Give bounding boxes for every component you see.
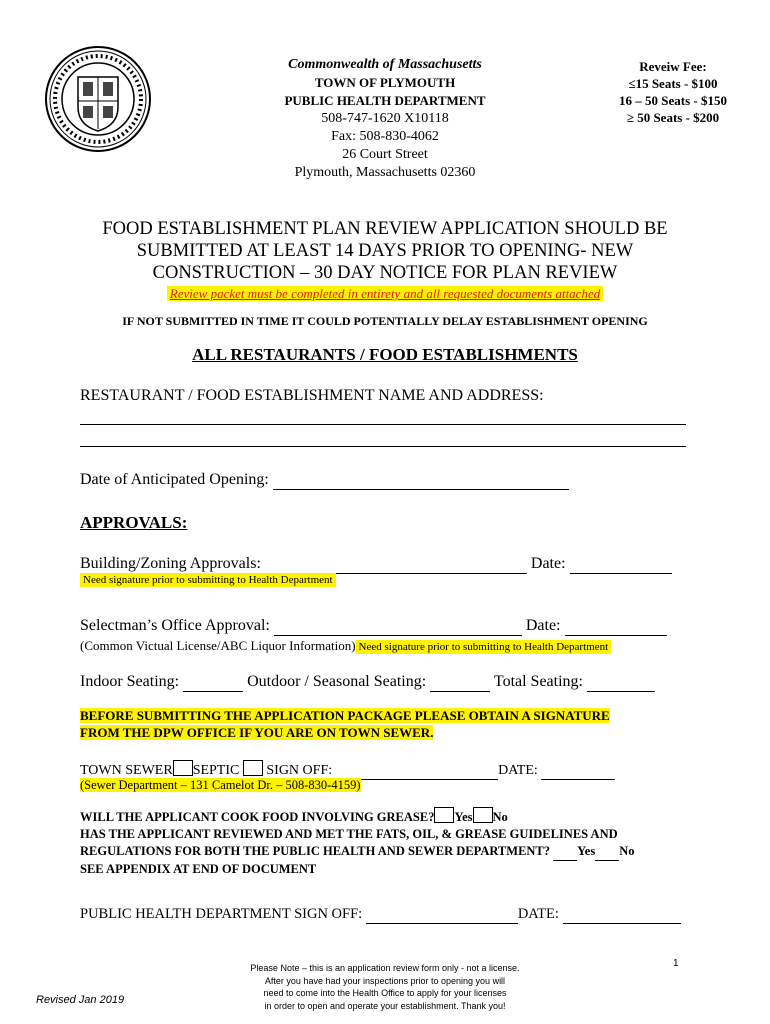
city: Plymouth, Massachusetts 02360 (294, 165, 476, 180)
sewer-row (80, 760, 615, 780)
title-line2: SUBMITTED AT LEAST 14 DAYS PRIOR TO OPENING- NEW (136, 241, 634, 261)
outdoor-label: Outdoor / Seasonal Seating: (247, 673, 427, 690)
notice (0, 286, 770, 302)
fax: Fax: 508-830-4062 (331, 129, 439, 144)
sewer-date-label: DATE: (498, 763, 538, 778)
fog-line2: REGULATIONS FOR BOTH THE PUBLIC HEALTH AND SEWER DEPARTMENT? (80, 844, 551, 858)
selectman-row (80, 617, 667, 636)
fog-yes-label: Yes (577, 844, 596, 858)
footer-note-line2: After you have had your inspections prior to opening you will (264, 975, 506, 986)
total-seating-field[interactable] (587, 673, 655, 692)
footer-note-line4: in order to open and operate your establishment. Thank you! (264, 1000, 506, 1011)
town-sewer-label: TOWN SEWER (80, 763, 173, 778)
sewer-dept-info: (Sewer Department – 131 Camelot Dr. – 508-830-4159) (80, 778, 361, 792)
ph-signoff-row (80, 906, 681, 924)
revised-date: Revised Jan 2019 (36, 994, 125, 1006)
town-seal (44, 45, 152, 153)
grease-no-checkbox[interactable] (473, 807, 493, 823)
review-fee-box (598, 58, 748, 126)
footer-note-line3: need to come into the Health Office to apply for your licenses (263, 988, 507, 998)
notice-text: Review packet must be completed in entirety and all requested documents attached (167, 286, 603, 301)
grease-yes-checkbox[interactable] (434, 807, 454, 823)
town-sewer-checkbox[interactable] (173, 760, 193, 776)
opening-row (80, 471, 569, 490)
fog-no-label: No (619, 844, 635, 858)
fog-yes-field[interactable] (553, 843, 577, 861)
total-label: Total Seating: (493, 673, 583, 690)
indoor-label: Indoor Seating: (80, 673, 180, 690)
org-line3: PUBLIC HEALTH DEPARTMENT (284, 93, 486, 108)
fee-tier2: 16 – 50 Seats - $150 (619, 93, 727, 108)
name-address-line1[interactable] (80, 424, 686, 425)
section-title: ALL RESTAURANTS / FOOD ESTABLISHMENTS (192, 345, 578, 364)
document-title (70, 218, 700, 284)
approvals-heading: APPROVALS: (80, 513, 188, 532)
ph-date-field[interactable] (563, 906, 681, 924)
grease-yes-label: Yes (454, 810, 473, 824)
sewer-date-field[interactable] (541, 763, 615, 780)
fog-row (80, 843, 635, 861)
title-line1: FOOD ESTABLISHMENT PLAN REVIEW APPLICATION SHOULD BE (102, 219, 668, 239)
common-victual-row (80, 638, 611, 654)
grease-section (80, 807, 635, 878)
street: 26 Court Street (342, 147, 428, 162)
fee-tier1: ≤15 Seats - $100 (628, 76, 718, 91)
outdoor-seating-field[interactable] (430, 673, 490, 692)
fee-title: Reveiw Fee: (639, 59, 707, 74)
page-number: 1 (673, 958, 679, 969)
building-date-field[interactable] (570, 555, 672, 574)
common-victual-text: (Common Victual License/ABC Liquor Information) (80, 638, 356, 653)
septic-label: SEPTIC (192, 763, 240, 778)
title-line3: CONSTRUCTION – 30 DAY NOTICE FOR PLAN REVIEW (152, 263, 618, 283)
org-line1: Commonwealth of Massachusetts (288, 57, 482, 72)
delay-warning: IF NOT SUBMITTED IN TIME IT COULD POTENTIALLY DELAY ESTABLISHMENT OPENING (122, 314, 648, 328)
ph-signoff-label: PUBLIC HEALTH DEPARTMENT SIGN OFF: (80, 906, 363, 922)
septic-checkbox[interactable] (243, 760, 263, 776)
appendix-note: SEE APPENDIX AT END OF DOCUMENT (80, 862, 317, 876)
selectman-label: Selectman’s Office Approval: (80, 617, 270, 634)
grease-question-row (80, 807, 635, 826)
phone: 508-747-1620 X10118 (321, 111, 449, 126)
fog-line1: HAS THE APPLICANT REVIEWED AND MET THE FATS, OIL, & GREASE GUIDELINES AND (80, 827, 618, 841)
building-label: Building/Zoning Approvals: (80, 555, 261, 572)
selectman-signature-field[interactable] (274, 617, 522, 636)
dpw-notice (80, 707, 610, 741)
seating-row (80, 673, 655, 692)
name-address-line2[interactable] (80, 446, 686, 447)
fog-no-field[interactable] (595, 843, 619, 861)
ph-date-label: DATE: (517, 906, 559, 922)
fee-tier3: ≥ 50 Seats - $200 (626, 110, 720, 125)
footer-note-line1: Please Note – this is an application review form only - not a license. (250, 963, 520, 973)
grease-question: WILL THE APPLICANT COOK FOOD INVOLVING GREASE? (80, 810, 435, 824)
dpw-line1: BEFORE SUBMITTING THE APPLICATION PACKAGE PLEASE OBTAIN A SIGNATURE (80, 708, 610, 723)
grease-no-label: No (492, 810, 508, 824)
opening-date-field[interactable] (273, 471, 569, 490)
building-signature-note: Need signature prior to submitting to Health Department (80, 573, 336, 587)
selectman-date-field[interactable] (565, 617, 667, 636)
name-address-label: RESTAURANT / FOOD ESTABLISHMENT NAME AND ADDRESS: (80, 387, 544, 404)
org-line2: TOWN OF PLYMOUTH (314, 75, 456, 90)
indoor-seating-field[interactable] (183, 673, 243, 692)
department-header (240, 56, 530, 182)
opening-label: Date of Anticipated Opening: (80, 471, 269, 488)
selectman-signature-note: Need signature prior to submitting to Health Department (356, 640, 612, 654)
ph-signoff-field[interactable] (366, 906, 518, 924)
building-date-label: Date: (530, 555, 566, 572)
sewer-dept-wrap (80, 778, 361, 793)
footer-note (200, 962, 570, 1012)
sewer-signoff-label: SIGN OFF: (266, 763, 333, 778)
dpw-line2: FROM THE DPW OFFICE IF YOU ARE ON TOWN SEWER. (80, 725, 434, 740)
selectman-date-label: Date: (525, 617, 561, 634)
building-note-wrap (80, 570, 336, 588)
